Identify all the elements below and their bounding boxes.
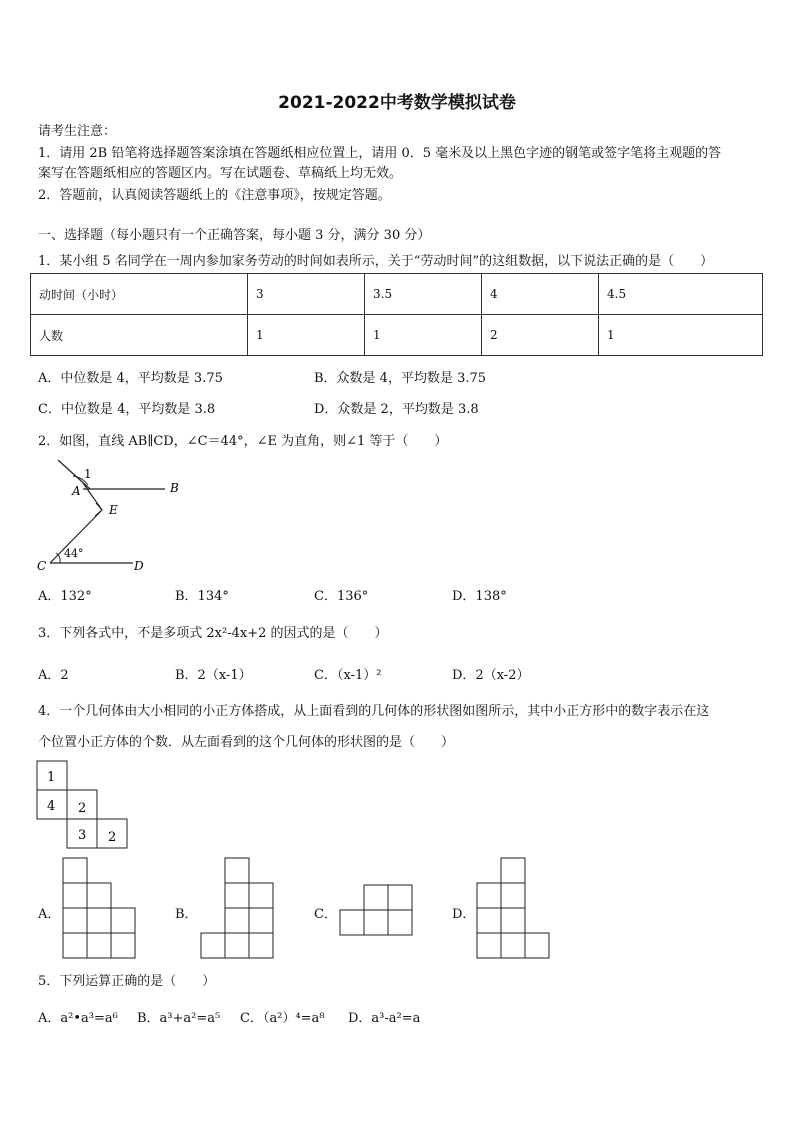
- square: [87, 933, 111, 958]
- square: [501, 858, 525, 883]
- q4-option-c[interactable]: C．: [314, 907, 337, 922]
- square: [225, 933, 249, 958]
- table-cell: 1: [248, 315, 365, 356]
- square: [111, 933, 135, 958]
- square: [63, 933, 87, 958]
- grid-number: 2: [108, 830, 117, 845]
- q2-stem: 2．如图，直线 AB∥CD，∠C＝44°，∠E 为直角，则∠1 等于（ ）: [38, 434, 448, 449]
- q5-option-a[interactable]: A．a²•a³=a⁶: [38, 1011, 118, 1026]
- angle-c-arc: [56, 553, 60, 563]
- label-d: D: [134, 559, 144, 573]
- notice-line-2: 2．答题前，认真阅读答题纸上的《注意事项》，按规定答题。: [38, 188, 391, 203]
- table-cell: 1: [365, 315, 482, 356]
- table-cell: 4.5: [599, 274, 763, 315]
- label-1: 1: [84, 467, 92, 481]
- q2-option-b[interactable]: B．134°: [175, 589, 229, 604]
- q5-option-d[interactable]: D．a³-a²=a: [348, 1011, 421, 1026]
- q4-option-d-figure[interactable]: [476, 857, 552, 959]
- label-c: C: [37, 559, 47, 573]
- table-row: [31, 274, 763, 315]
- square: [201, 933, 225, 958]
- page-title: 2021-2022中考数学模拟试卷: [278, 93, 516, 113]
- q3-option-d[interactable]: D．2（x-2）: [452, 668, 530, 683]
- grid-number: 1: [47, 770, 56, 785]
- section-heading: 一、选择题（每小题只有一个正确答案，每小题 3 分，满分 30 分）: [38, 228, 431, 243]
- table-cell: 人数: [31, 315, 248, 356]
- table-row: [31, 315, 763, 356]
- square: [501, 883, 525, 908]
- label-44: 44°: [64, 547, 84, 560]
- q2-option-c[interactable]: C．136°: [314, 589, 369, 604]
- square: [477, 933, 501, 958]
- q4-option-a[interactable]: A．: [38, 907, 61, 922]
- q4-stem-line-2: 个位置小正方体的个数．从左面看到的这个几何体的形状图的是（ ）: [38, 735, 455, 750]
- square: [225, 858, 249, 883]
- square: [364, 910, 388, 935]
- square: [111, 908, 135, 933]
- square: [63, 908, 87, 933]
- q5-stem: 5．下列运算正确的是（ ）: [38, 974, 216, 989]
- q4-option-b[interactable]: B．: [175, 907, 198, 922]
- square: [388, 885, 412, 910]
- table-cell: 动时间（小时）: [31, 274, 248, 315]
- square: [388, 910, 412, 935]
- q3-stem: 3．下列各式中，不是多项式 2x²-4x+2 的因式的是（ ）: [38, 626, 388, 641]
- label-b: B: [170, 481, 179, 495]
- square: [364, 885, 388, 910]
- q3-option-c[interactable]: C．（x-1）²: [314, 668, 382, 683]
- q1-option-b[interactable]: B．众数是 4，平均数是 3.75: [314, 371, 487, 386]
- grid-number: 2: [78, 801, 87, 816]
- q1-option-a[interactable]: A．中位数是 4，平均数是 3.75: [38, 371, 223, 386]
- square: [249, 933, 273, 958]
- q4-option-c-figure[interactable]: [339, 884, 415, 938]
- q5-option-b[interactable]: B．a³+a²=a⁵: [137, 1011, 221, 1026]
- square: [63, 883, 87, 908]
- label-e: E: [109, 503, 118, 517]
- table-cell: 3: [248, 274, 365, 315]
- notice-heading: 请考生注意：: [38, 124, 117, 139]
- square: [63, 858, 87, 883]
- q1-option-d[interactable]: D．众数是 2，平均数是 3.8: [314, 402, 479, 417]
- square: [525, 933, 549, 958]
- q4-option-d[interactable]: D．: [452, 907, 476, 922]
- q2-figure: [30, 455, 190, 580]
- grid-number: 4: [47, 799, 56, 814]
- q1-table: [30, 273, 763, 356]
- table-cell: 3.5: [365, 274, 482, 315]
- square: [249, 883, 273, 908]
- q3-option-a[interactable]: A．2: [38, 668, 69, 683]
- table-cell: 4: [482, 274, 599, 315]
- q5-option-c[interactable]: C．（a²）⁴=a⁸: [240, 1011, 325, 1026]
- q4-option-a-figure[interactable]: [62, 857, 138, 959]
- table-cell: 1: [599, 315, 763, 356]
- q1-option-c[interactable]: C．中位数是 4，平均数是 3.8: [38, 402, 216, 417]
- square: [477, 883, 501, 908]
- q4-stem-line-1: 4．一个几何体由大小相同的小正方体搭成，从上面看到的几何体的形状图如图所示，其中小正方形中的数字表示在这: [38, 704, 710, 719]
- q4-option-b-figure[interactable]: [200, 857, 276, 959]
- notice-line-1a: 1．请用 2B 铅笔将选择题答案涂填在答题纸相应位置上，请用 0．5 毫米及以上黑色字迹的钢笔或签字笔将主观题的答: [38, 146, 722, 161]
- q2-option-d[interactable]: D．138°: [452, 589, 507, 604]
- label-a: A: [72, 484, 81, 498]
- q2-option-a[interactable]: A．132°: [38, 589, 92, 604]
- table-cell: 2: [482, 315, 599, 356]
- q3-option-b[interactable]: B．2（x-1）: [175, 668, 252, 683]
- square: [87, 883, 111, 908]
- square: [249, 908, 273, 933]
- q4-top-view-grid: [36, 760, 131, 850]
- square: [225, 883, 249, 908]
- q1-stem: 1．某小组 5 名同学在一周内参加家务劳动的时间如表所示，关于“劳动时间”的这组数据，以下说法正确的是（ ）: [38, 254, 714, 269]
- square: [225, 908, 249, 933]
- square: [87, 908, 111, 933]
- square: [340, 910, 364, 935]
- square: [501, 933, 525, 958]
- notice-line-1b: 案写在答题纸相应的答题区内。写在试题卷、草稿纸上均无效。: [38, 166, 403, 181]
- square: [501, 908, 525, 933]
- grid-number: 3: [78, 828, 87, 843]
- square: [477, 908, 501, 933]
